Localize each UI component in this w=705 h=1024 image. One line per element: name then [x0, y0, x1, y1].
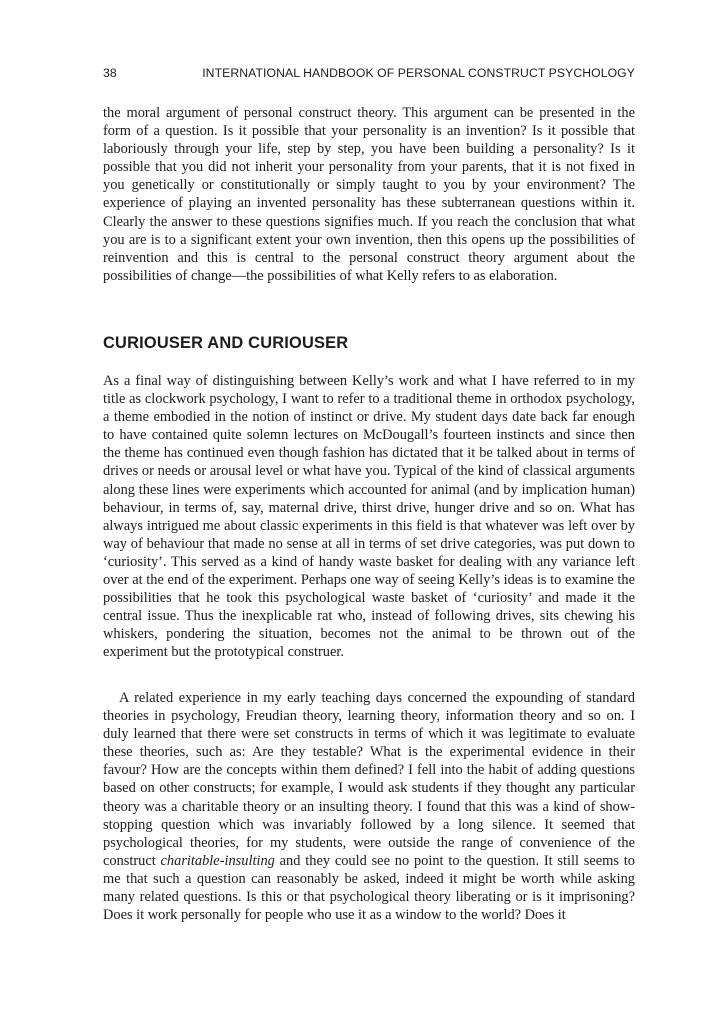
running-header	[103, 66, 635, 84]
book-title: INTERNATIONAL HANDBOOK OF PERSONAL CONSTRUCT PSYCHOLOGY	[202, 66, 635, 80]
section-heading: CURIOUSER AND CURIOUSER	[103, 334, 349, 352]
body-paragraph: the moral argument of personal construct theory. This argument can be presented in the form of a question. Is it possible that your personality is an invention? Is it possible that laboriously through your life, step by step, you have been building a personality? Is it possible that you did not inherit your personality from your parents, that it is not fixed in you genetically or constitutionally or simply taught to you by your environment? The experience of playing an invented personality has these subterranean questions within it. Clearly the answer to these questions signifies much. If you reach the conclusion that what you are is to a significant extent your own invention, then this opens up the possibilities of reinvention and this is central to the personal construct theory argument about the possibilities of change—the possibilities of what Kelly refers to as elaboration.	[103, 105, 635, 284]
page-number: 38	[103, 66, 117, 80]
paragraph-text: and they could see no point to the question. It still seems to me that such a question can reasonably be asked, indeed it might be worth while asking many related questions. Is this or that psychological theory liberating or is it imprisoning? Does it work personally for people who use it as a window to the world? Does it	[103, 852, 635, 924]
emphasized-term: charitable-insulting	[160, 852, 275, 869]
body-paragraph	[103, 689, 635, 924]
paragraph-text: A related experience in my early teaching days concerned the expounding of standard theories in psychology, Freudian theory, learning theory, information theory and so on. I duly learned that there were set constructs in terms of which it was legitimate to evaluate these theories, such as: Are they testable? What is the experimental evidence in their favour? How are the concepts within them defined? I fell into the habit of adding questions based on other constructs; for example, I would ask students if they thought any particular theory was a charitable theory or an insulting theory. I found that this was a kind of show-stopping question which was invariably followed by a long silence. It seemed that psychological theories, for my students, were outside the range of convenience of the construct	[103, 690, 635, 869]
body-paragraph: As a final way of distinguishing between Kelly’s work and what I have referred to in my title as clockwork psychology, I want to refer to a traditional theme in orthodox psychology, a theme embodied in the notion of instinct or drive. My student days date back far enough to have contained quite solemn lectures on McDougall’s fourteen instincts and since then the theme has continued even though fashion has dictated that it be talked about in terms of drives or needs or arousal level or what have you. Typical of the kind of classical arguments along these lines were experiments which accounted for animal (and by implication human) behaviour, in terms of, say, maternal drive, thirst drive, hunger drive and so on. What has always intrigued me about classic experiments in this field is that whatever was left over by way of behaviour that made no sense at all in terms of set drive categories, was put down to ‘curiosity’. This served as a kind of handy waste basket for dealing with any variance left over at the end of the experiment. Perhaps one way of seeing Kelly’s ideas is to examine the possibilities that he took this psychological waste basket of ‘curiosity’ and made it the central issue. Thus the inexplicable rat who, instead of following drives, sits chewing his whiskers, pondering the situation, becomes not the animal to be thrown out of the experiment but the prototypical construer.	[103, 373, 635, 661]
